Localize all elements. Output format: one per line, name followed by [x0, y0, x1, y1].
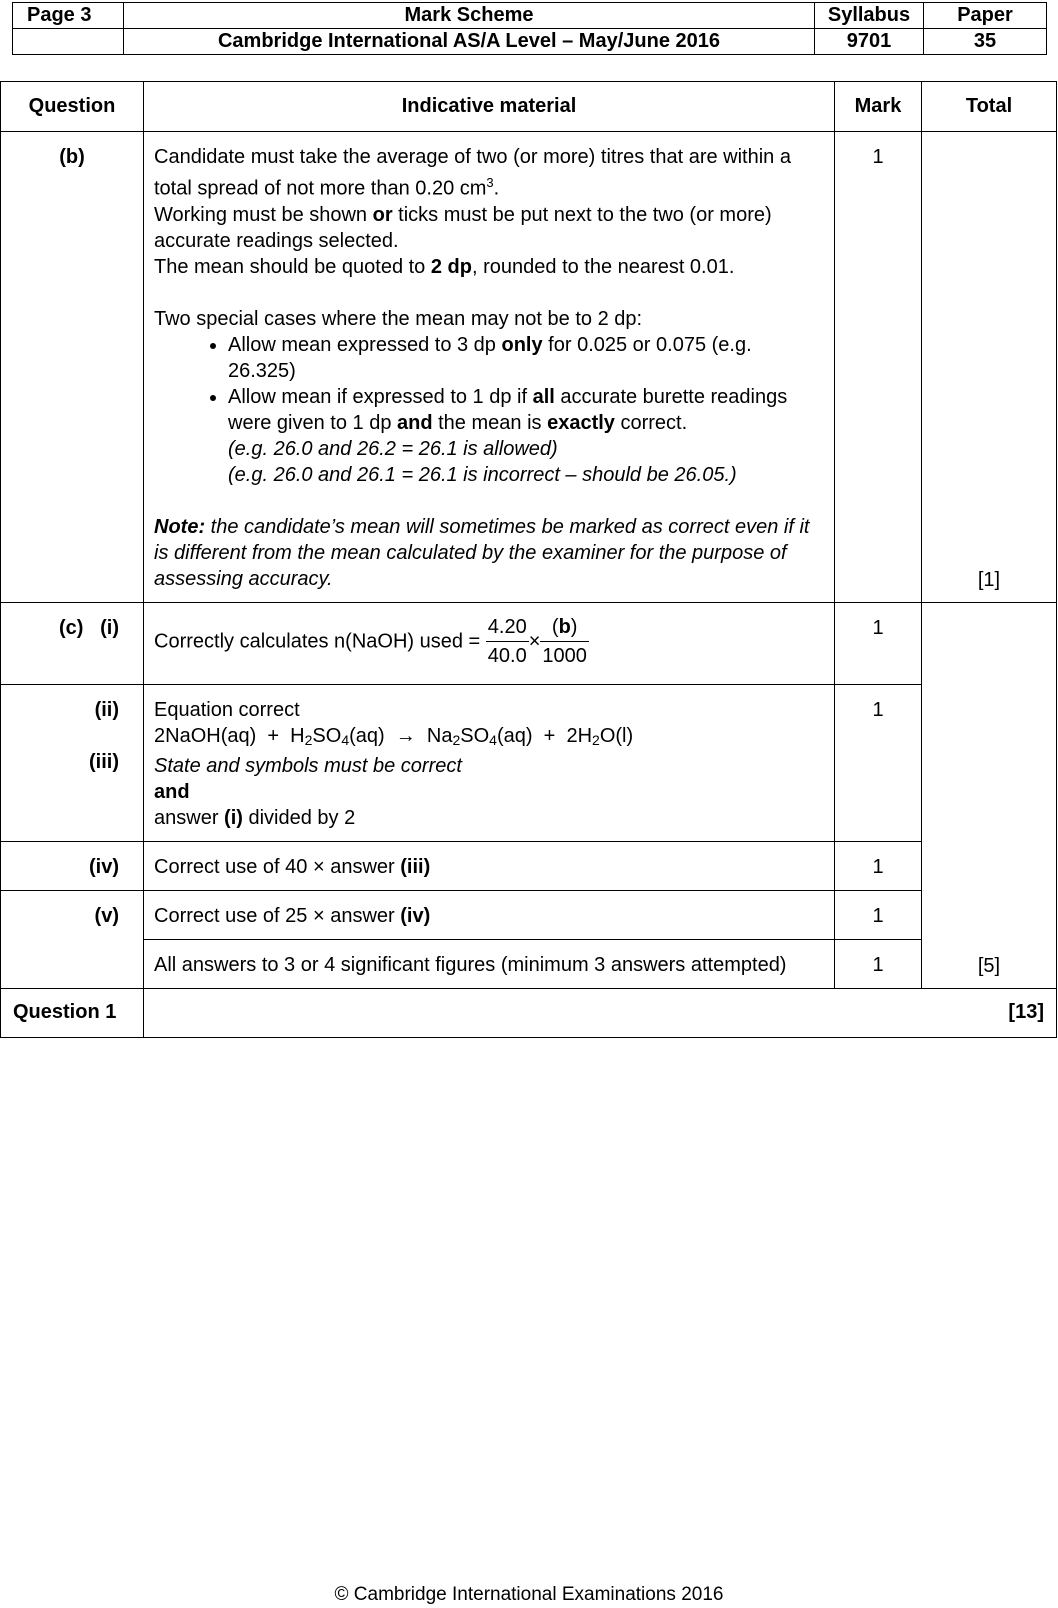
- header-table: [12, 2, 1047, 55]
- question-b: (b): [1, 132, 144, 603]
- mark-c-iv: 1: [835, 841, 922, 890]
- question-c-iv: (iv): [1, 841, 144, 890]
- column-headers: [1, 82, 1057, 132]
- mark-c-v: 1: [835, 890, 922, 939]
- b-line-1: Candidate must take the average of two (or more) titres that are within a total spread of not more than 0.20 $cm^3$.: [154, 146, 791, 200]
- mark-c-ii-iii: 1: [835, 684, 922, 841]
- b-bullet-2: • Allow mean if expressed to 1 dp if all accurate burette readings were given to 1 dp and the mean is exactly correct. (e.g. 26.0 and 26.2 = 26.1 is allowed) (e.g. 26.0 and 26.1 = 26.1 is incorrect – should be 26.05.): [228, 384, 824, 488]
- col-total: Total: [922, 82, 1057, 132]
- b-special-cases: Two special cases where the mean may not be to 2 dp:: [154, 307, 643, 330]
- mark-scheme-label: Mark Scheme: [124, 3, 815, 29]
- col-mark: Mark: [835, 82, 922, 132]
- b-bullets: [154, 332, 824, 488]
- row-c-ii-iii: [1, 684, 1057, 841]
- material-b: [144, 132, 835, 603]
- b-example-1: (e.g. 26.0 and 26.2 = 26.1 is allowed): [228, 437, 558, 460]
- summary-total: [13]: [144, 988, 1057, 1037]
- copyright-footer: © Cambridge International Examinations 2016: [334, 1584, 724, 1605]
- equation: 2NaOH(aq) + $H_2SO_4(aq) \to Na_2SO_4(aq) + 2H_2O(l)$: [154, 724, 634, 748]
- question-c-ii-iii: [1, 684, 144, 841]
- fraction-2: $\frac{(b)}{1000}$: [540, 613, 589, 670]
- row-c-i: [1, 602, 1057, 684]
- paper-number: 35: [924, 29, 1047, 55]
- material-c-v: Correct use of 25 × answer (iv): [144, 890, 835, 939]
- b-line-2: Working must be shown or ticks must be put next to the two (or more) accurate readings selected.: [154, 203, 772, 252]
- c2-line-3: State and symbols must be correct: [154, 754, 462, 777]
- qualification-title: Cambridge International AS/A Level – May/June 2016: [124, 29, 815, 55]
- header-blank: [13, 29, 124, 55]
- b-example-2: (e.g. 26.0 and 26.1 = 26.1 is incorrect – should be 26.05.): [228, 463, 737, 486]
- row-summary: [1, 988, 1057, 1037]
- c2-line-5: answer (i) divided by 2: [154, 806, 356, 829]
- b-note: Note: the candidate’s mean will sometimes be marked as correct even if it is different from the mean calculated by the examiner for the purpose of assessing accuracy.: [154, 515, 810, 590]
- row-c-v: [1, 890, 1057, 939]
- b-bullet-1: • Allow mean expressed to 3 dp only for 0.025 or 0.075 (e.g. 26.325): [228, 332, 824, 384]
- row-b: [1, 132, 1057, 603]
- material-c-i: Correctly calculates n(NaOH) used = $\frac{4.20}{40.0}$ × $\frac{(b)}{1000}$: [144, 602, 835, 684]
- question-c-i: (c) (i): [1, 602, 144, 684]
- row-sig-figs: [1, 939, 1057, 988]
- mark-c-i: 1: [835, 602, 922, 684]
- material-c-iv: Correct use of 40 × answer (iii): [144, 841, 835, 890]
- row-c-iv: [1, 841, 1057, 890]
- total-c: [5]: [922, 602, 1057, 988]
- material-c-ii-iii: [144, 684, 835, 841]
- material-sig-figs: All answers to 3 or 4 significant figures (minimum 3 answers attempted): [144, 939, 835, 988]
- mark-scheme-table: [0, 81, 1057, 1038]
- syllabus-code: 9701: [815, 29, 924, 55]
- summary-label: Question 1: [1, 988, 144, 1037]
- page-number: Page 3: [13, 3, 124, 29]
- c2-line-4: and: [154, 780, 190, 803]
- total-b: [1]: [922, 132, 1057, 603]
- question-c-ii: (ii): [94, 698, 119, 721]
- col-question: Question: [1, 82, 144, 132]
- mark-b: 1: [835, 132, 922, 603]
- c2-line-1: Equation correct: [154, 698, 300, 721]
- mark-sig-figs: 1: [835, 939, 922, 988]
- fraction-1: $\frac{4.20}{40.0}$: [486, 613, 529, 670]
- syllabus-label: Syllabus: [815, 3, 924, 29]
- paper-label: Paper: [924, 3, 1047, 29]
- col-material: Indicative material: [144, 82, 835, 132]
- question-c-v: (v): [1, 890, 144, 988]
- question-c-iii: (iii): [89, 750, 119, 773]
- b-line-3: The mean should be quoted to 2 dp, rounded to the nearest 0.01.: [154, 255, 735, 278]
